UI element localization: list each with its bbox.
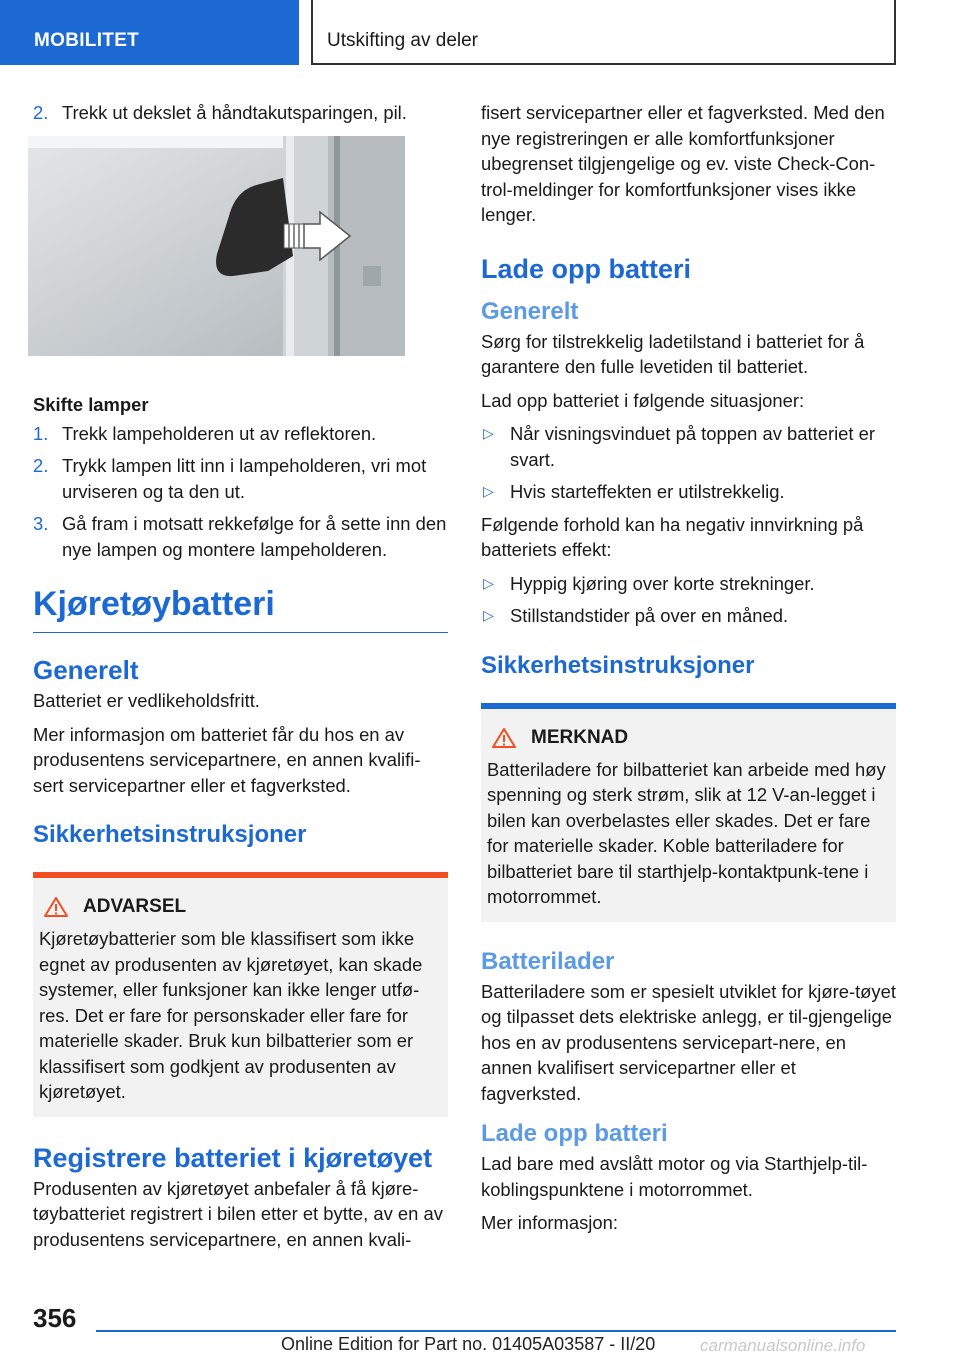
subheading-general: Generelt [481,297,579,325]
section-heading-register: Registrere batteriet i kjøretøyet [33,1142,433,1173]
cover-removal-figure [28,136,405,356]
left-column [33,100,448,1260]
section-heading-general: Generelt [33,655,139,685]
section-heading-safety: Sikkerhetsinstruksjoner [481,651,755,679]
subheading-charge: Lade opp batteri [481,1120,668,1147]
warning-label: ADVARSEL [83,896,187,917]
paragraph: Produsenten av kjøretøyet anbefaler å få kjøre-tøybatteriet registrert i bilen etter et bytte, av en av produsentens servicepartnere, en annen kvali- [33,1177,443,1250]
section-heading-charge: Lade opp batteri [481,253,692,284]
warning-triangle-icon [43,896,69,918]
triangle-bullet-icon: ▷ [483,483,494,499]
notice-header [487,727,890,749]
bullet-text: Stillstandstider på over en måned. [510,605,789,626]
notice-text: Batteriladere for bilbatteriet kan arbeide med høy spenning og sterk strøm, slik at 12 V-an-legget i bilen kan overbelastes eller skades. Det er fare for materielle skader. Koble batteriladere for bilbatteriet bare til starthjelp-kontaktpunk-tene i motorrommet. [487,758,886,907]
list-item [481,571,896,597]
bullet-text: Når visningsvinduet på toppen av batteriet er svart. [510,423,875,470]
section-tab: MOBILITET [0,0,299,65]
bullet-text: Hyppig kjøring over korte strekninger. [510,572,815,594]
list-item [33,511,448,562]
step-text: Gå fram i motsatt rekkefølge for å sette inn den nye lampen og montere lampeholderen. [62,513,447,560]
list-item [481,603,896,629]
paragraph: fisert servicepartner eller et fagverksted. Med den nye registreringen er alle komfortfunksjoner ubegrenset tilgjengelige og ev. viste Check-Con-trol-meldinger for komfortfunksjoner vises ikke lenger. [481,102,885,225]
watermark: carmanualsonline.info [700,1336,866,1355]
notice-box [481,703,896,922]
bullet-text: Hvis starteffekten er utilstrekkelig. [510,481,785,502]
step-number: 2. [33,102,49,123]
triangle-bullet-icon: ▷ [483,425,494,441]
step-text: Trekk lampeholderen ut av reflektoren. [62,422,377,444]
lamps-heading: Skifte lamper [33,393,149,415]
subheading-chargers: Batterilader [481,947,615,975]
list-item [33,421,448,447]
paragraph: Sørg for tilstrekkelig ladetilstand i batteriet for å garantere den fulle levetiden til batteriet. [481,330,865,377]
list-item [33,453,448,504]
step-number: 2. [33,455,49,476]
warning-triangle-icon [491,727,517,749]
edition-text: Online Edition for Part no. 01405A03587 - II/20 [281,1334,656,1354]
list-item [33,100,448,126]
footer-rule [96,1330,896,1332]
paragraph: Lad opp batteriet i følgende situasjoner: [481,389,805,411]
paragraph: Følgende forhold kan ha negativ innvirkning på batteriets effekt: [481,513,864,560]
figure-illustration [28,136,405,356]
warning-text: Kjøretøybatterier som ble klassifisert som ikke egnet av produsenten av kjøretøyet, kan skade systemer, eller funksjoner kan ikke lenger utfø-res. Det er fare for personskader eller fare for materielle skader. Bruk kun bilbatterier som er klassifisert som godkjent av produsenten av kjøretøyet. [39,928,423,1102]
paragraph: Mer informasjon: [481,1212,618,1233]
page-title: Utskifting av deler [311,0,896,65]
paragraph: Lad bare med avslått motor og via Starthjelp-til-koblingspunktene i motorrommet. [481,1153,868,1200]
step-number: 1. [33,422,49,444]
paragraph: Batteriet er vedlikeholdsfritt. [33,690,260,711]
notice-label: MERKNAD [531,726,629,748]
paragraph: Batteriladere som er spesielt utviklet for kjøre-tøyet og tilpasset dets elektriske anlegg, er til-gjengelige hos en av produsentens servicepart-nere, en annen kvalifisert servicepartner eller et fagverksted. [481,980,896,1104]
triangle-bullet-icon: ▷ [483,574,494,591]
section-heading-safety: Sikkerhetsinstruksjoner [33,821,307,848]
step-text: Trekk ut dekslet å håndtakutsparingen, pil. [62,102,407,123]
triangle-bullet-icon: ▷ [483,607,494,623]
step-text: Trykk lampen litt inn i lampeholderen, vri mot urviseren og ta den ut. [62,455,427,502]
paragraph: Mer informasjon om batteriet får du hos en av produsentens servicepartnere, en annen kvalifi-sert servicepartner eller et fagverksted. [33,723,421,796]
step-number: 3. [33,513,49,534]
warning-box [33,872,448,1117]
chapter-heading: Kjøretøybatteri [33,584,448,633]
page-number: 356 [33,1303,77,1333]
warning-header [39,896,442,918]
list-item [481,479,896,505]
list-item [481,421,896,472]
right-column [481,100,896,1244]
